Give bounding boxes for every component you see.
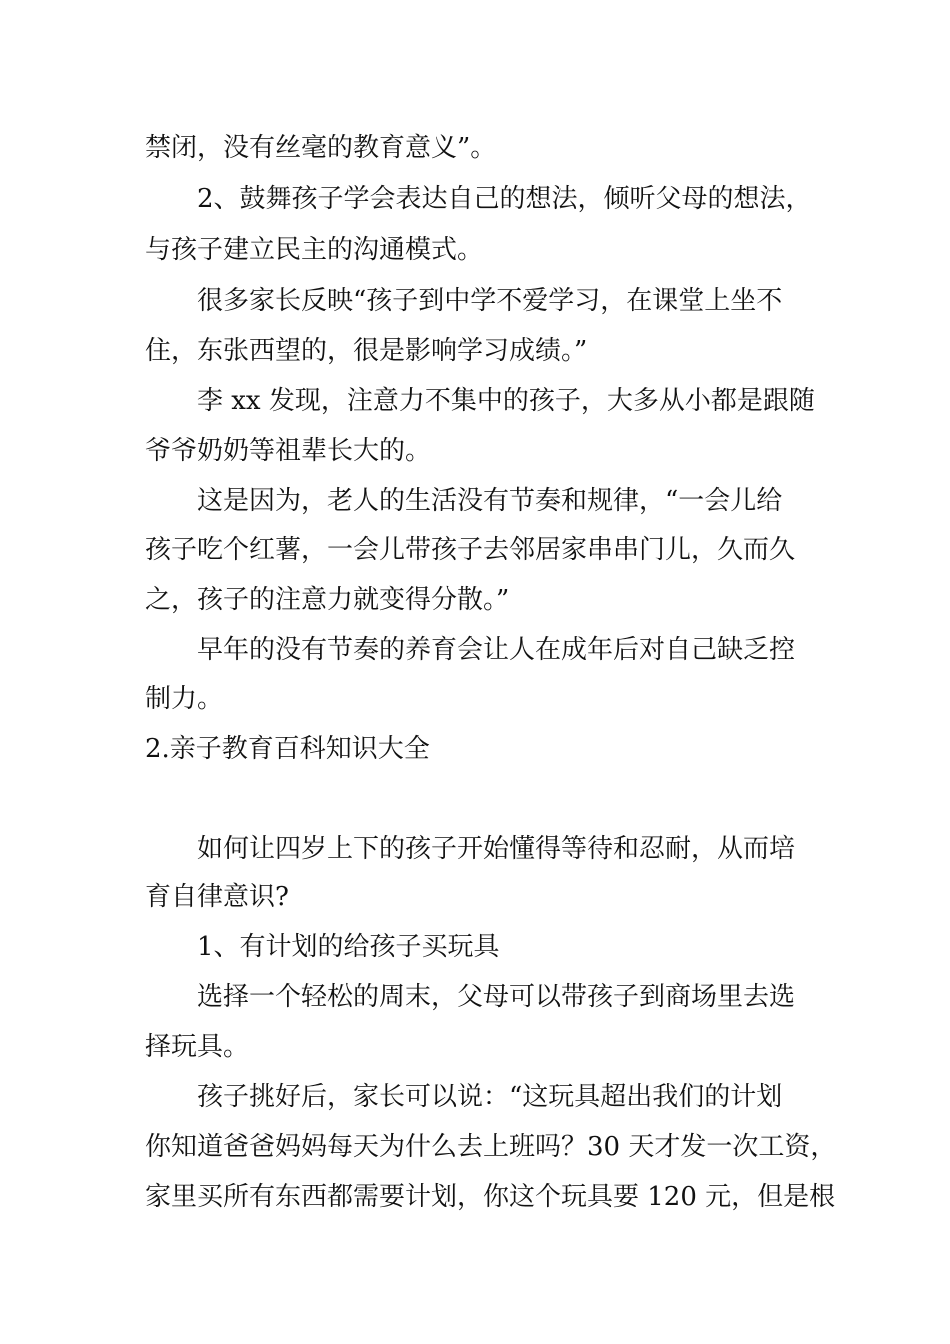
text-line: 孩子挑好后，家长可以说：“这玩具超出我们的计划 bbox=[197, 1082, 783, 1112]
text-line: 你知道爸爸妈妈每天为什么去上班吗？30 天才发一次工资， bbox=[145, 1132, 837, 1162]
text-line: 如何让四岁上下的孩子开始懂得等待和忍耐，从而培 bbox=[197, 834, 796, 864]
text-line: 制力。 bbox=[145, 684, 224, 714]
text-line: 家里买所有东西都需要计划，你这个玩具要 120 元，但是根 bbox=[145, 1182, 836, 1212]
text-line: 选择一个轻松的周末，父母可以带孩子到商场里去选 bbox=[197, 982, 796, 1012]
text-line: 孩子吃个红薯，一会儿带孩子去邻居家串串门儿，久而久 bbox=[145, 535, 796, 565]
text-line: 育自律意识? bbox=[145, 882, 289, 912]
section-heading: 2.亲子教育百科知识大全 bbox=[145, 734, 430, 764]
text-line: 很多家长反映“孩子到中学不爱学习，在课堂上坐不 bbox=[197, 286, 783, 316]
text-line: 之，孩子的注意力就变得分散。” bbox=[145, 585, 510, 615]
text-line: 爷爷奶奶等祖辈长大的。 bbox=[145, 436, 432, 466]
text-line: 2、鼓舞孩子学会表达自己的想法，倾听父母的想法， bbox=[197, 184, 812, 214]
text-line: 与孩子建立民主的沟通模式。 bbox=[145, 235, 484, 265]
text-line: 这是因为，老人的生活没有节奏和规律，“一会儿给 bbox=[197, 486, 783, 516]
text-line: 早年的没有节奏的养育会让人在成年后对自己缺乏控 bbox=[197, 635, 796, 665]
text-line: 1、有计划的给孩子买玩具 bbox=[197, 932, 500, 962]
text-line: 择玩具。 bbox=[145, 1032, 250, 1062]
text-line: 李 xx 发现，注意力不集中的孩子，大多从小都是跟随 bbox=[197, 386, 815, 416]
text-line: 禁闭，没有丝毫的教育意义”。 bbox=[145, 133, 497, 163]
text-line: 住，东张西望的，很是影响学习成绩。” bbox=[145, 336, 588, 366]
